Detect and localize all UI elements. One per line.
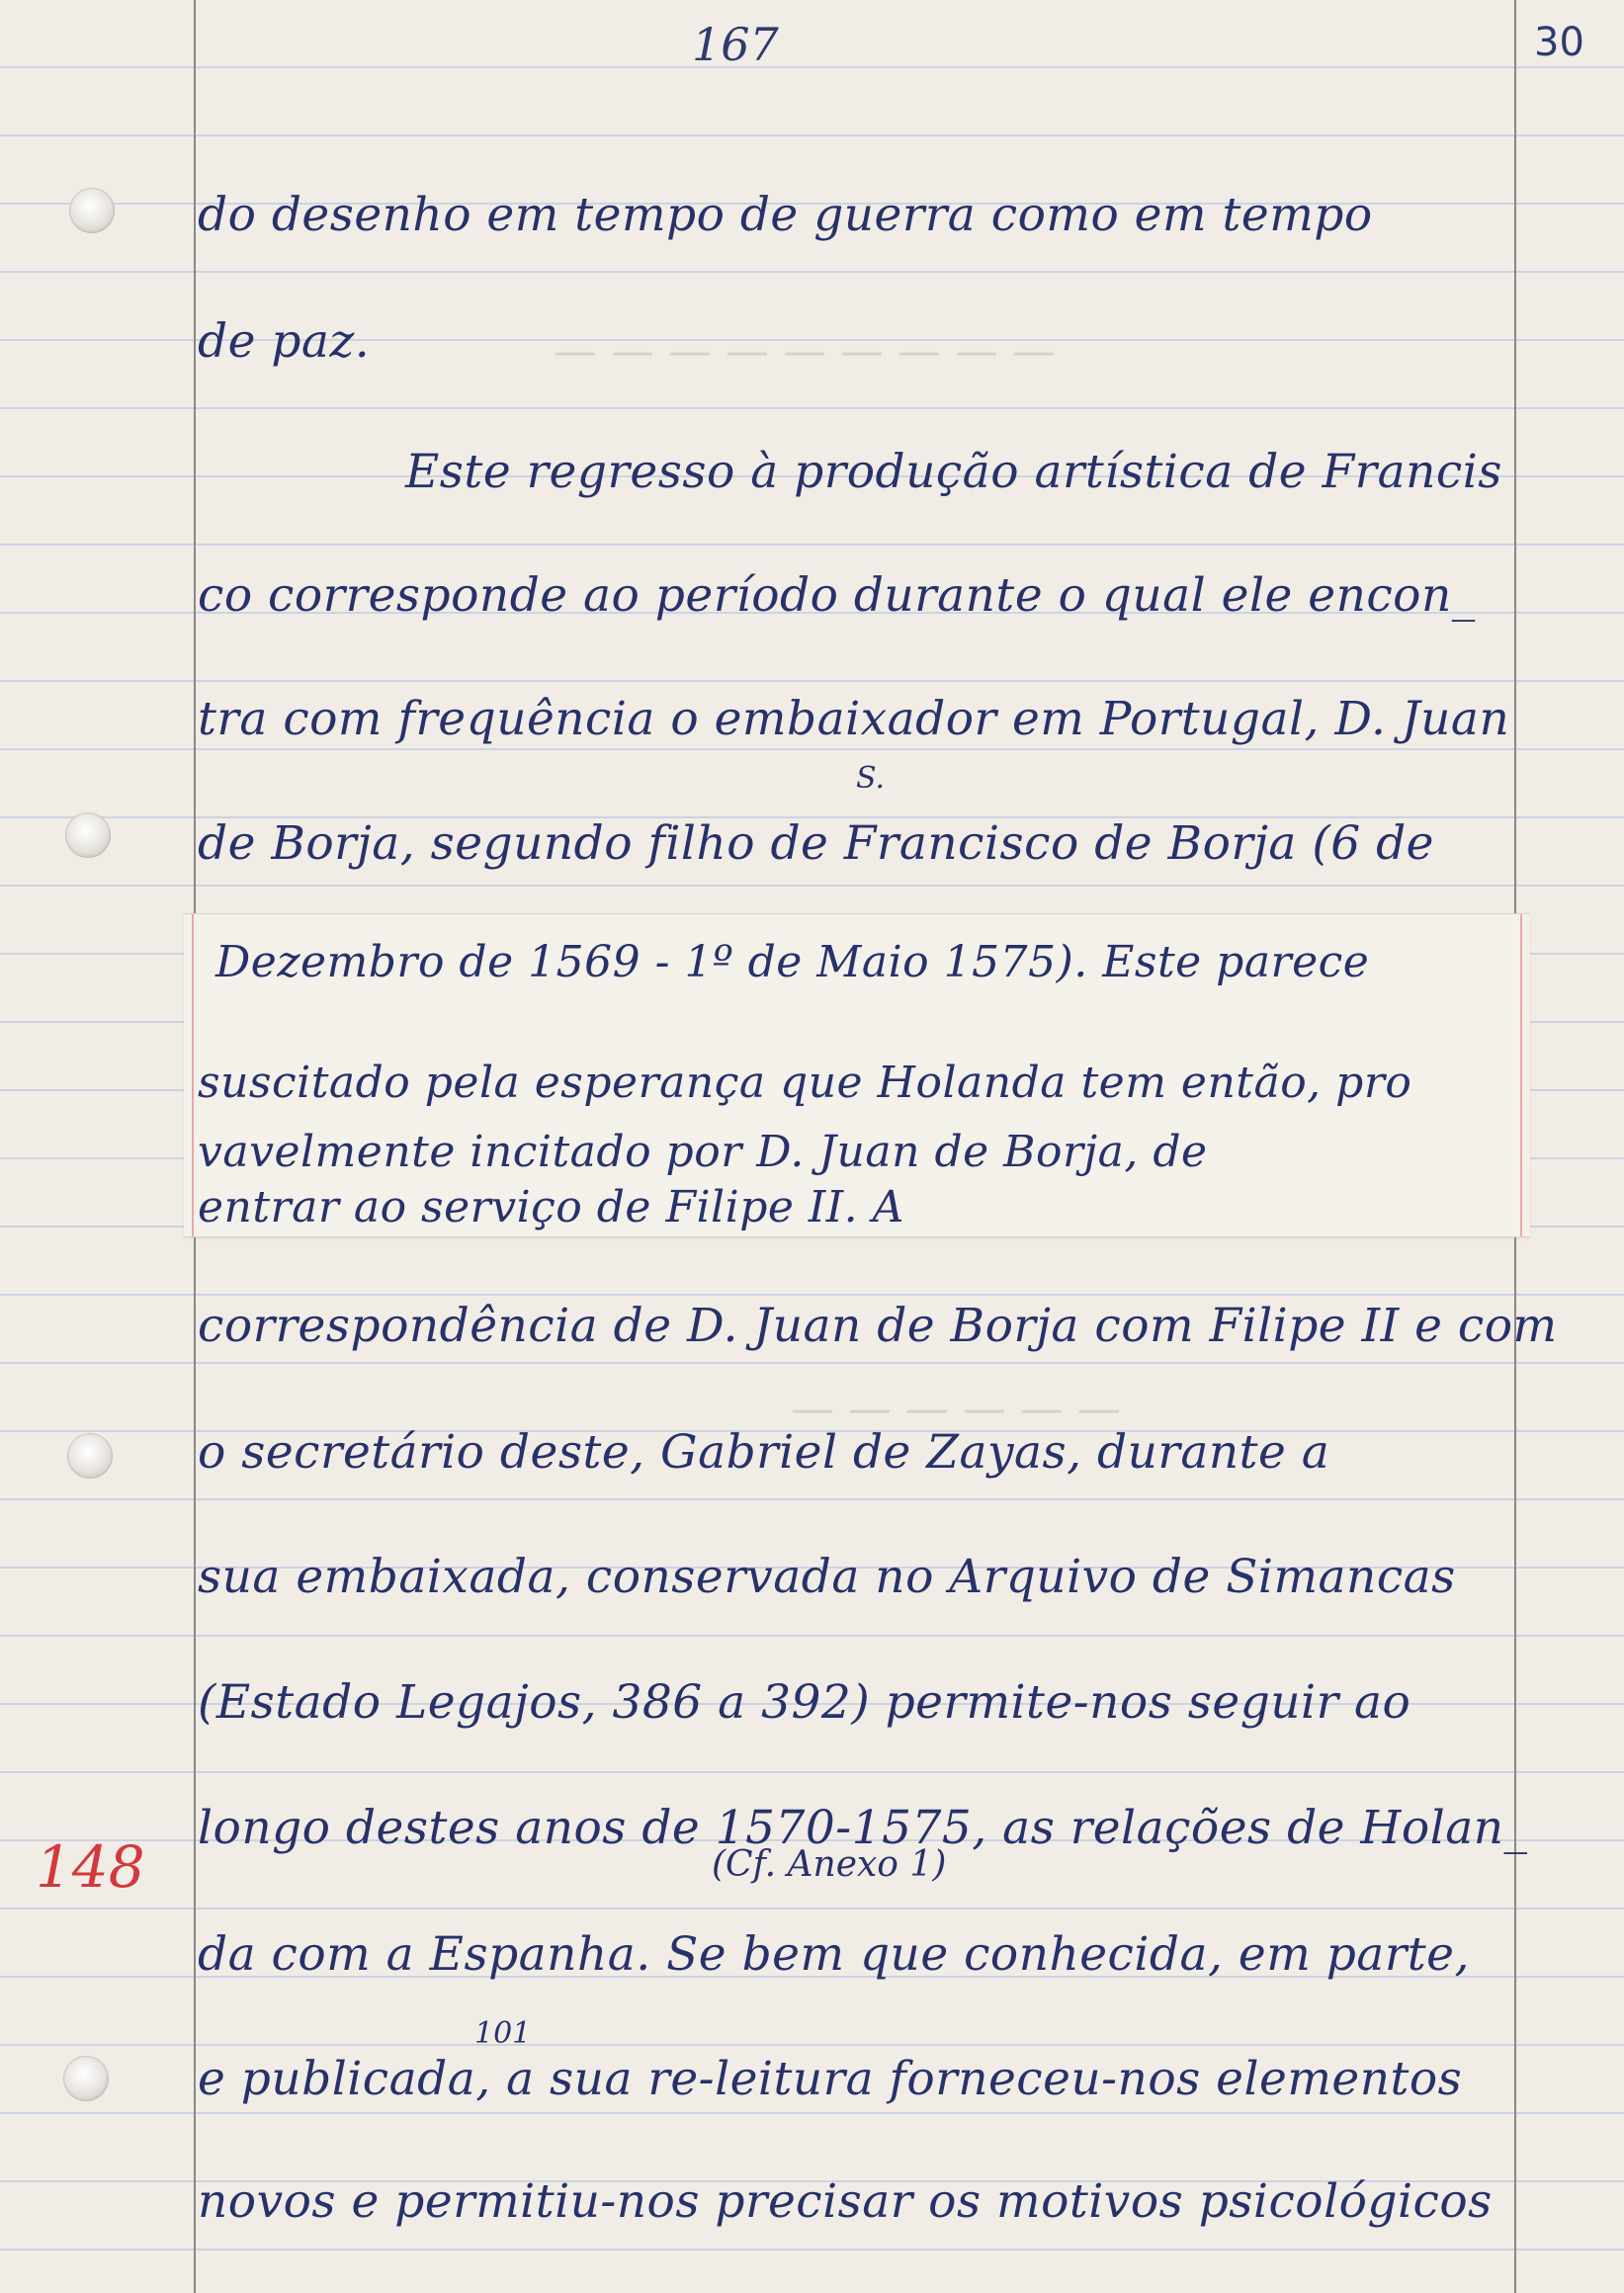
punch-hole-2 [65, 812, 111, 858]
text-line-9: vavelmente incitado por D. Juan de Borja, de [198, 1127, 1208, 1177]
footnote-reference: 101 [474, 2016, 532, 2051]
red-margin-note: 148 [36, 1833, 145, 1901]
punch-hole-1 [69, 188, 115, 233]
text-line-14: (Estado Legajos, 386 a 392) permite-nos seguir ao [198, 1675, 1411, 1730]
text-line-13: sua embaixada, conservada no Arquivo de Simancas [198, 1550, 1456, 1604]
text-line-18: novos e permitiu-nos precisar os motivos psicológicos [198, 2174, 1493, 2229]
folio-number: 30 [1534, 20, 1584, 65]
text-line-8: suscitado pela esperança que Holanda tem então, pro [198, 1058, 1412, 1108]
text-line-12: o secretário deste, Gabriel de Zayas, durante a [198, 1425, 1330, 1480]
text-line-2: de paz. [198, 314, 371, 369]
text-line-11: correspondência de D. Juan de Borja com Filipe II e com [198, 1299, 1558, 1353]
punch-hole-3 [67, 1433, 113, 1479]
page-number: 167 [692, 18, 779, 71]
text-line-1: do desenho em tempo de guerra como em tempo [198, 188, 1373, 242]
text-line-6: de Borja, segundo filho de Francisco de Borja (6 de [198, 816, 1434, 871]
show-through-text: — — — — — — — — — [554, 326, 1056, 377]
text-line-16: da com a Espanha. Se bem que conhecida, em parte, [198, 1927, 1470, 1982]
text-line-17: e publicada, a sua re-leitura forneceu-nos elementos [198, 2052, 1463, 2106]
text-line-15: longo destes anos de 1570-1575, as relações de Holan_ [198, 1801, 1528, 1855]
show-through-text: — — — — — — [791, 1384, 1121, 1434]
inserted-saint-abbrev: S. [856, 761, 886, 796]
inserted-annex-reference: (Cf. Anexo 1) [712, 1844, 947, 1885]
text-line-7: Dezembro de 1569 - 1º de Maio 1575). Este parece [215, 937, 1370, 987]
text-line-3: Este regresso à produção artística de Francis [405, 445, 1502, 499]
text-line-10: entrar ao serviço de Filipe II. A [198, 1182, 904, 1232]
punch-hole-4 [63, 2056, 109, 2101]
text-line-4: co corresponde ao período durante o qual ele encon_ [198, 568, 1476, 623]
text-line-5: tra com frequência o embaixador em Portugal, D. Juan [198, 692, 1510, 746]
